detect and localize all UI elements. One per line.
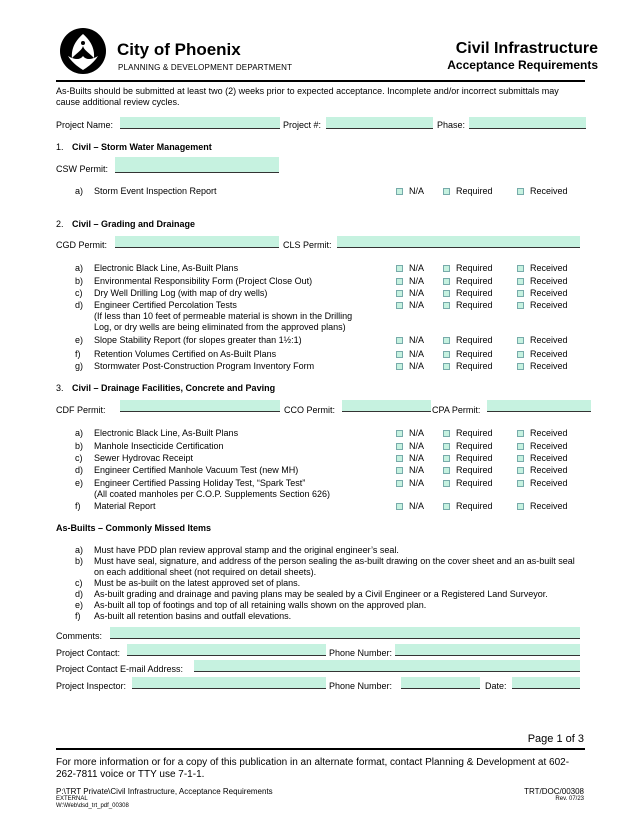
section2-number: 2. — [56, 219, 64, 229]
footer-external: EXTERNAL — [56, 796, 88, 802]
required-checkbox[interactable] — [443, 443, 450, 450]
required-label: Required — [456, 335, 493, 345]
received-checkbox[interactable] — [517, 363, 524, 370]
item-letter: d) — [75, 300, 84, 310]
item-letter: e) — [75, 600, 84, 610]
item-text: As-built grading and drainage and paving plans may be sealed by a Civil Engineer or a Registered Land Surveyor. — [94, 589, 548, 599]
received-checkbox[interactable] — [517, 480, 524, 487]
na-label: N/A — [409, 300, 425, 310]
item-letter: c) — [75, 453, 83, 463]
cgd-permit-label: CGD Permit: — [56, 240, 108, 250]
na-label: N/A — [409, 453, 425, 463]
required-label: Required — [456, 300, 493, 310]
received-checkbox[interactable] — [517, 302, 524, 309]
cco-permit-label: CCO Permit: — [284, 405, 336, 415]
project-number-label: Project #: — [283, 120, 322, 130]
na-checkbox[interactable] — [396, 188, 403, 195]
na-checkbox[interactable] — [396, 351, 403, 358]
na-label: N/A — [409, 335, 425, 345]
na-checkbox[interactable] — [396, 278, 403, 285]
item-letter: d) — [75, 589, 84, 599]
item-text: Environmental Responsibility Form (Project Close Out) — [94, 276, 313, 286]
cco-permit-input[interactable] — [342, 400, 431, 412]
footer-path: P:\TRT Private\Civil Infrastructure, Acceptance Requirements — [56, 787, 273, 796]
date-label: Date: — [485, 681, 507, 691]
section2-d-note1: (If less than 10 feet of permeable material is shown in the Drilling — [94, 311, 353, 321]
received-checkbox[interactable] — [517, 467, 524, 474]
section2-title: Civil – Grading and Drainage — [72, 219, 196, 229]
phase-input[interactable] — [469, 117, 586, 129]
received-label: Received — [530, 263, 568, 273]
required-checkbox[interactable] — [443, 455, 450, 462]
required-label: Required — [456, 453, 493, 463]
received-label: Received — [530, 361, 568, 371]
cls-permit-label: CLS Permit: — [283, 240, 332, 250]
cpa-permit-input[interactable] — [487, 400, 591, 412]
item-text: Sewer Hydrovac Receipt — [94, 453, 194, 463]
item-letter: b) — [75, 556, 84, 566]
item-text: Stormwater Post-Construction Program Inventory Form — [94, 361, 315, 371]
intro-line1: As-Builts should be submitted at least two (2) weeks prior to expected acceptance. Incomplete and/or incorrect submittals may — [56, 86, 559, 96]
na-checkbox[interactable] — [396, 455, 403, 462]
received-checkbox[interactable] — [517, 278, 524, 285]
item-text: Manhole Insecticide Certification — [94, 441, 224, 451]
received-label: Received — [530, 441, 568, 451]
cgd-permit-input[interactable] — [115, 236, 279, 248]
required-checkbox[interactable] — [443, 302, 450, 309]
received-checkbox[interactable] — [517, 351, 524, 358]
na-checkbox[interactable] — [396, 467, 403, 474]
received-label: Received — [530, 288, 568, 298]
required-label: Required — [456, 361, 493, 371]
item-letter: e) — [75, 335, 84, 345]
received-label: Received — [530, 349, 568, 359]
item-text: Engineer Certified Percolation Tests — [94, 300, 237, 310]
item-letter: b) — [75, 276, 84, 286]
required-checkbox[interactable] — [443, 467, 450, 474]
required-label: Required — [456, 465, 493, 475]
received-label: Received — [530, 465, 568, 475]
project-inspector-input[interactable] — [132, 677, 326, 689]
received-checkbox[interactable] — [517, 455, 524, 462]
required-checkbox[interactable] — [443, 290, 450, 297]
na-label: N/A — [409, 441, 425, 451]
item-letter: a) — [75, 263, 84, 273]
footer-doc-id: TRT/DOC/00308 — [524, 787, 584, 796]
project-name-input[interactable] — [120, 117, 280, 129]
na-label: N/A — [409, 288, 425, 298]
project-inspector-label: Project Inspector: — [56, 681, 127, 691]
na-label: N/A — [409, 361, 425, 371]
na-label: N/A — [409, 263, 425, 273]
cdf-permit-input[interactable] — [120, 400, 280, 412]
na-checkbox[interactable] — [396, 480, 403, 487]
cdf-permit-label: CDF Permit: — [56, 405, 106, 415]
org-name: City of Phoenix — [117, 40, 241, 59]
received-label: Received — [530, 428, 568, 438]
item-text: As-built all top of footings and top of all retaining walls shown on the approved plan. — [94, 600, 427, 610]
section3-title: Civil – Drainage Facilities, Concrete and Paving — [72, 383, 276, 393]
phoenix-bird-logo-icon — [58, 26, 108, 76]
required-checkbox[interactable] — [443, 363, 450, 370]
received-checkbox[interactable] — [517, 443, 524, 450]
received-label: Received — [530, 186, 568, 196]
received-label: Received — [530, 276, 568, 286]
na-label: N/A — [409, 428, 425, 438]
doc-title-line1: Civil Infrastructure — [455, 40, 598, 57]
received-label: Received — [530, 335, 568, 345]
contact-email-input[interactable] — [194, 660, 580, 672]
na-checkbox[interactable] — [396, 430, 403, 437]
item-letter: g) — [75, 361, 84, 371]
cpa-permit-label: CPA Permit: — [432, 405, 481, 415]
item-text: Must be as-built on the latest approved set of plans. — [94, 578, 301, 588]
item-text: Electronic Black Line, As-Built Plans — [94, 428, 239, 438]
na-checkbox[interactable] — [396, 302, 403, 309]
na-checkbox[interactable] — [396, 503, 403, 510]
item-letter: a) — [75, 428, 84, 438]
item-text: Storm Event Inspection Report — [94, 186, 217, 196]
footer-info-line2: 262-7811 voice or TTY use 7-1-1. — [56, 769, 205, 780]
received-checkbox[interactable] — [517, 503, 524, 510]
page-number: Page 1 of 3 — [527, 733, 584, 745]
intro-line2: cause additional review cycles. — [56, 97, 180, 107]
received-label: Received — [530, 453, 568, 463]
item-text: Dry Well Drilling Log (with map of dry wells) — [94, 288, 268, 298]
date-input[interactable] — [512, 677, 580, 689]
missed-items-title: As-Builts – Commonly Missed Items — [56, 523, 212, 533]
required-checkbox[interactable] — [443, 337, 450, 344]
required-checkbox[interactable] — [443, 278, 450, 285]
item-letter: e) — [75, 478, 84, 488]
item-text: Electronic Black Line, As-Built Plans — [94, 263, 239, 273]
item-text: Engineer Certified Manhole Vacuum Test (new MH) — [94, 465, 299, 475]
csw-permit-input[interactable] — [115, 157, 279, 173]
section1-number: 1. — [56, 142, 64, 152]
na-checkbox[interactable] — [396, 265, 403, 272]
na-checkbox[interactable] — [396, 363, 403, 370]
required-checkbox[interactable] — [443, 503, 450, 510]
csw-permit-label: CSW Permit: — [56, 164, 109, 174]
required-label: Required — [456, 276, 493, 286]
required-checkbox[interactable] — [443, 265, 450, 272]
item-text: Must have PDD plan review approval stamp and the original engineer’s seal. — [94, 545, 399, 555]
cls-permit-input[interactable] — [337, 236, 580, 248]
project-contact-input[interactable] — [127, 644, 326, 656]
na-label: N/A — [409, 478, 425, 488]
comments-label: Comments: — [56, 631, 103, 641]
dept-name: PLANNING & DEVELOPMENT DEPARTMENT — [118, 63, 293, 72]
received-checkbox[interactable] — [517, 430, 524, 437]
required-checkbox[interactable] — [443, 480, 450, 487]
item-letter: a) — [75, 545, 84, 555]
required-label: Required — [456, 441, 493, 451]
received-checkbox[interactable] — [517, 188, 524, 195]
contact-phone-label: Phone Number: — [329, 648, 393, 658]
footer-web-path: W:\Web\dsd_trt_pdf_00308 — [56, 803, 129, 809]
section2-d-note2: Log, or dry wells are being eliminated from the approved plans) — [94, 322, 346, 332]
item-letter: a) — [75, 186, 84, 196]
received-checkbox[interactable] — [517, 337, 524, 344]
required-label: Required — [456, 263, 493, 273]
received-checkbox[interactable] — [517, 290, 524, 297]
item-letter: f) — [75, 349, 81, 359]
na-checkbox[interactable] — [396, 443, 403, 450]
required-label: Required — [456, 288, 493, 298]
na-label: N/A — [409, 465, 425, 475]
inspector-phone-label: Phone Number: — [329, 681, 393, 691]
item-letter: b) — [75, 441, 84, 451]
required-label: Required — [456, 186, 493, 196]
contact-phone-input[interactable] — [395, 644, 580, 656]
item-letter: f) — [75, 501, 81, 511]
na-label: N/A — [409, 276, 425, 286]
received-checkbox[interactable] — [517, 265, 524, 272]
item-letter: c) — [75, 578, 83, 588]
section3-e-note: (All coated manholes per C.O.P. Supplements Section 626) — [94, 489, 330, 499]
inspector-phone-input[interactable] — [401, 677, 480, 689]
contact-email-label: Project Contact E-mail Address: — [56, 664, 184, 674]
item-letter: d) — [75, 465, 84, 475]
item-text: Engineer Certified Passing Holiday Test, “Spark Test” — [94, 478, 306, 488]
required-checkbox[interactable] — [443, 430, 450, 437]
item-text: on each additional sheet (not required on detail sheets). — [94, 567, 317, 577]
item-letter: c) — [75, 288, 83, 298]
item-text: Material Report — [94, 501, 156, 511]
project-contact-label: Project Contact: — [56, 648, 121, 658]
na-label: N/A — [409, 501, 425, 511]
header-divider — [56, 80, 585, 82]
project-name-label: Project Name: — [56, 120, 114, 130]
received-label: Received — [530, 300, 568, 310]
footer-rev: Rev. 07/23 — [555, 796, 584, 802]
project-number-input[interactable] — [326, 117, 433, 129]
na-checkbox[interactable] — [396, 290, 403, 297]
received-label: Received — [530, 501, 568, 511]
section3-number: 3. — [56, 383, 64, 393]
required-label: Required — [456, 428, 493, 438]
na-label: N/A — [409, 186, 425, 196]
item-text: Slope Stability Report (for slopes greater than 1½:1) — [94, 335, 302, 345]
footer-info-line1: For more information or for a copy of this publication in an alternate format, contact Planning & Development at 602- — [56, 757, 570, 768]
received-label: Received — [530, 478, 568, 488]
required-checkbox[interactable] — [443, 188, 450, 195]
required-checkbox[interactable] — [443, 351, 450, 358]
doc-title-line2: Acceptance Requirements — [447, 58, 598, 72]
na-checkbox[interactable] — [396, 337, 403, 344]
required-label: Required — [456, 501, 493, 511]
na-label: N/A — [409, 349, 425, 359]
phase-label: Phase: — [437, 120, 466, 130]
section1-title: Civil – Storm Water Management — [72, 142, 212, 152]
item-text: Retention Volumes Certified on As-Built Plans — [94, 349, 277, 359]
footer-divider — [56, 748, 585, 750]
item-letter: f) — [75, 611, 81, 621]
comments-input[interactable] — [110, 627, 580, 639]
required-label: Required — [456, 349, 493, 359]
required-label: Required — [456, 478, 493, 488]
item-text: Must have seal, signature, and address of the person sealing the as-built drawing on the cover sheet and an as-built seal — [94, 556, 575, 566]
item-text: As-built all retention basins and outfall elevations. — [94, 611, 292, 621]
